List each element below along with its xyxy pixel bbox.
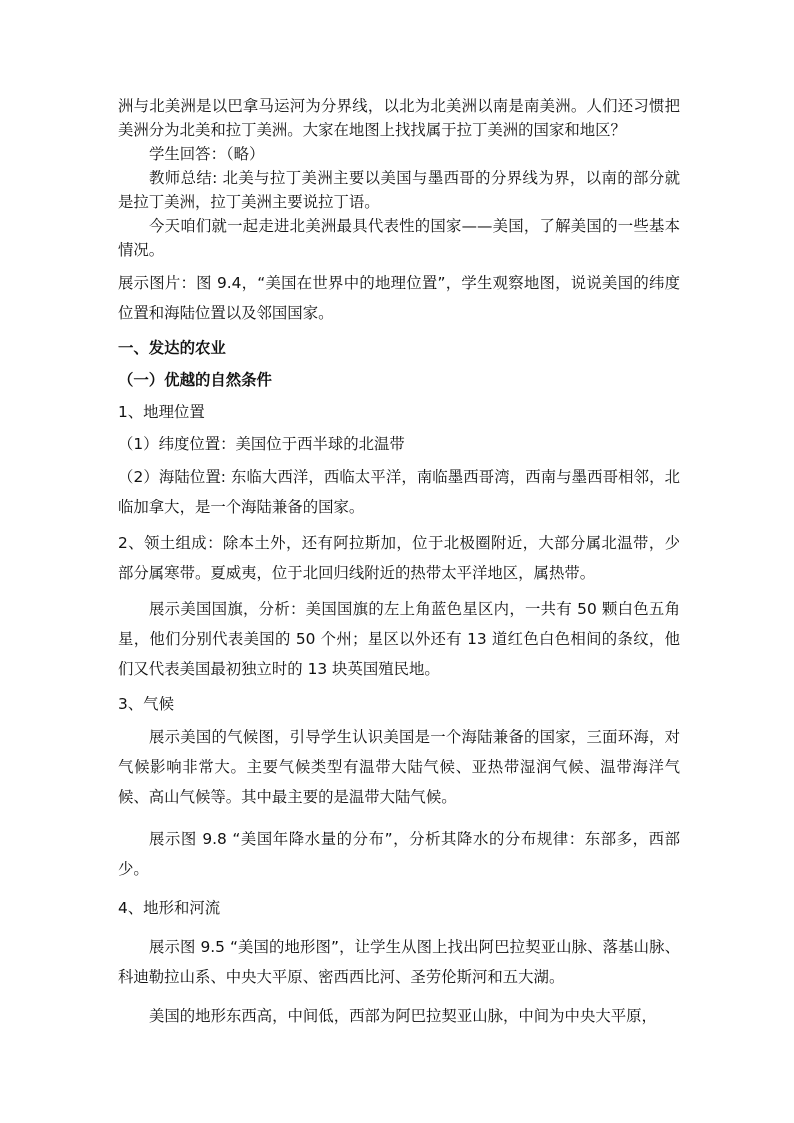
paragraph-precipitation-figure: 展示图 9.8 “美国年降水量的分布”，分析其降水的分布规律：东部多，西部少。 [118, 830, 680, 878]
heading-natural-conditions: （一）优越的自然条件 [118, 371, 272, 389]
paragraph-americas-division: 洲与北美洲是以巴拿马运河为分界线，以北为北美洲以南是南美洲。人们还习惯把美洲分为北美和拉丁美洲。大家在地图上找找属于拉丁美洲的国家和地区？ [118, 97, 680, 139]
paragraph-terrain-figure: 展示图 9.5 “美国的地形图”，让学生从图上找出阿巴拉契亚山脉、落基山脉、科迪勒拉山系、中央大平原、密西西比河、圣劳伦斯河和五大湖。 [118, 938, 680, 986]
paragraph-teacher-summary: 教师总结: 北美与拉丁美洲主要以美国与墨西哥的分界线为界，以南的部分就是拉丁美洲，拉丁美洲主要说拉丁语。 [118, 169, 680, 211]
paragraph-show-figure-9-4: 展示图片：图 9.4，“美国在世界中的地理位置”，学生观察地图，说说美国的纬度位置和海陆位置以及邻国国家。 [118, 274, 680, 322]
document-body [118, 94, 680, 1028]
paragraph-territory-composition: 2、领土组成：除本土外，还有阿拉斯加，位于北极圈附近，大部分属北温带，少部分属寒带。夏威夷，位于北回归线附近的热带太平洋地区，属热带。 [118, 534, 680, 582]
paragraph-latitude-position: （1）纬度位置：美国位于西半球的北温带 [118, 435, 405, 453]
paragraph-student-answer: 学生回答：（略） [149, 145, 265, 163]
paragraph-intro-usa: 今天咱们就一起走进北美洲最具代表性的国家——美国，了解美国的一些基本情况。 [118, 217, 680, 259]
heading-terrain-rivers: 4、地形和河流 [118, 899, 221, 917]
paragraph-land-sea-position: （2）海陆位置: 东临大西洋，西临太平洋，南临墨西哥湾，西南与墨西哥相邻，北临加拿大，是一个海陆兼备的国家。 [118, 468, 680, 516]
heading-climate: 3、气候 [118, 695, 174, 713]
heading-developed-agriculture: 一、发达的农业 [118, 339, 226, 357]
paragraph-climate-map: 展示美国的气候图，引导学生认识美国是一个海陆兼备的国家，三面环海，对气候影响非常大。主要气候类型有温带大陆气候、亚热带湿润气候、温带海洋气候、高山气候等。其中最主要的是温带大陆气候。 [118, 728, 680, 806]
paragraph-terrain-description: 美国的地形东西高，中间低，西部为阿巴拉契亚山脉，中间为中央大平原， [149, 1007, 657, 1025]
paragraph-us-flag: 展示美国国旗，分析：美国国旗的左上角蓝色星区内，一共有 50 颗白色五角星，他们分别代表美国的 50 个州；星区以外还有 13 道红色白色相间的条纹，他们又代表美国最初独立时的 13 块英国殖民地。 [118, 600, 680, 678]
heading-geographic-location: 1、地理位置 [118, 403, 205, 421]
